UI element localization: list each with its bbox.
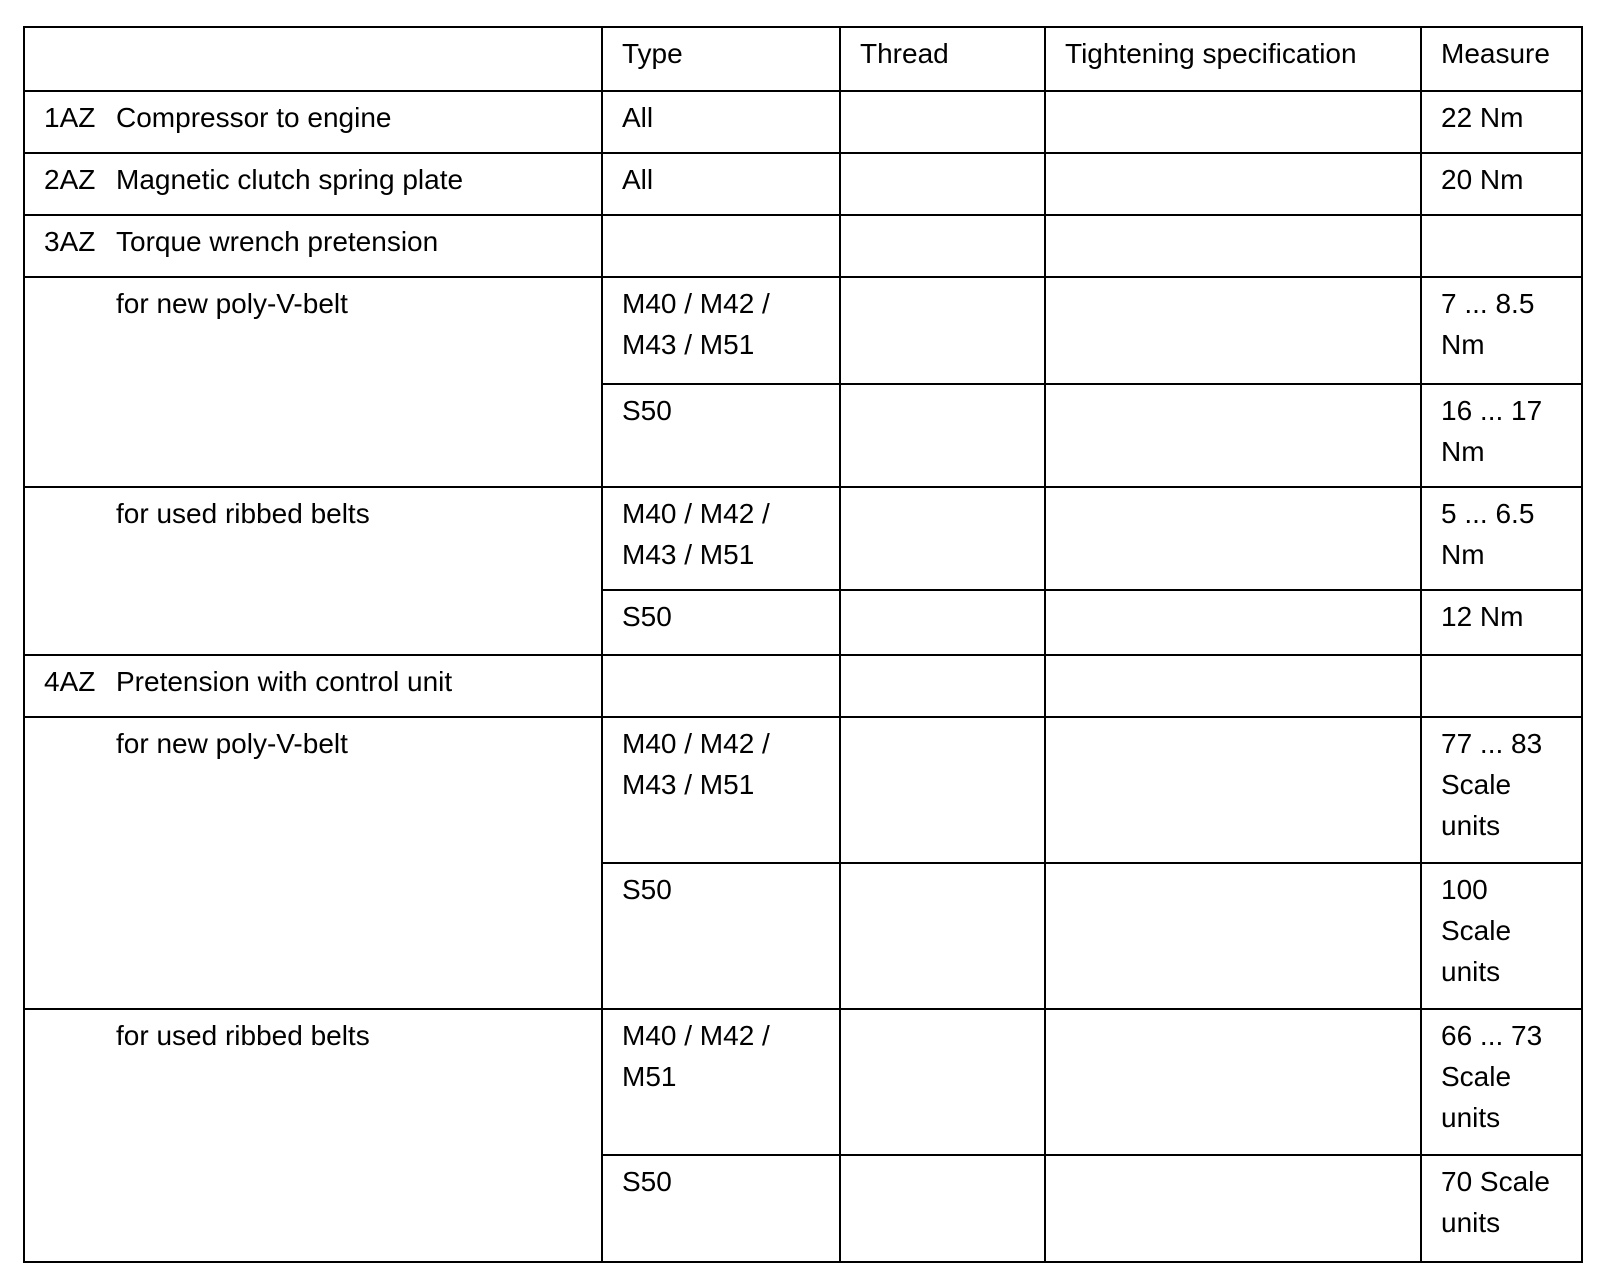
item-code: 2AZ — [44, 164, 96, 195]
item-code: 1AZ — [44, 102, 96, 133]
spec-cell — [1045, 153, 1421, 215]
description-cell — [24, 277, 602, 487]
spec-cell — [1045, 863, 1421, 1009]
type-cell: S50 — [602, 384, 840, 487]
thread-cell — [840, 153, 1045, 215]
type-cell: S50 — [602, 590, 840, 655]
thread-cell — [840, 277, 1045, 384]
type-cell — [602, 655, 840, 717]
measure-cell: 16 ... 17 Nm — [1421, 384, 1582, 487]
item-label: for new poly-V-belt — [116, 728, 348, 759]
type-cell: M40 / M42 / M43 / M51 — [602, 277, 840, 384]
measure-cell: 7 ... 8.5 Nm — [1421, 277, 1582, 384]
description-cell — [24, 1009, 602, 1262]
description-cell — [24, 655, 602, 717]
thread-cell — [840, 655, 1045, 717]
thread-cell — [840, 1155, 1045, 1262]
spec-cell — [1045, 91, 1421, 153]
measure-cell: 12 Nm — [1421, 590, 1582, 655]
header-row — [24, 27, 1582, 91]
header-type: Type — [602, 27, 840, 91]
header-description — [24, 27, 602, 91]
type-cell: M40 / M42 / M43 / M51 — [602, 717, 840, 863]
measure-cell: 77 ... 83 Scale units — [1421, 717, 1582, 863]
table-row — [24, 655, 1582, 717]
tightening-spec-table — [23, 26, 1583, 1263]
type-cell: All — [602, 91, 840, 153]
item-label: Torque wrench pretension — [116, 226, 439, 257]
measure-cell: 22 Nm — [1421, 91, 1582, 153]
table-row — [24, 717, 1582, 863]
header-tightening-spec: Tightening specification — [1045, 27, 1421, 91]
measure-cell: 70 Scale units — [1421, 1155, 1582, 1262]
thread-cell — [840, 590, 1045, 655]
description-cell — [24, 153, 602, 215]
item-label: for new poly-V-belt — [116, 288, 348, 319]
thread-cell — [840, 384, 1045, 487]
measure-cell: 5 ... 6.5 Nm — [1421, 487, 1582, 590]
header-measure: Measure — [1421, 27, 1582, 91]
spec-cell — [1045, 590, 1421, 655]
spec-cell — [1045, 384, 1421, 487]
item-code: 3AZ — [44, 226, 96, 257]
thread-cell — [840, 863, 1045, 1009]
spec-cell — [1045, 655, 1421, 717]
measure-cell: 20 Nm — [1421, 153, 1582, 215]
spec-cell — [1045, 215, 1421, 277]
description-cell — [24, 717, 602, 1009]
spec-cell — [1045, 487, 1421, 590]
item-label: Pretension with control unit — [116, 666, 453, 697]
table-row — [24, 277, 1582, 384]
item-code: 4AZ — [44, 666, 96, 697]
spec-cell — [1045, 717, 1421, 863]
thread-cell — [840, 91, 1045, 153]
item-label: Compressor to engine — [116, 102, 392, 133]
spec-cell — [1045, 1155, 1421, 1262]
table-row — [24, 153, 1582, 215]
measure-cell — [1421, 215, 1582, 277]
thread-cell — [840, 717, 1045, 863]
header-thread: Thread — [840, 27, 1045, 91]
table-row — [24, 1009, 1582, 1155]
item-label: for used ribbed belts — [116, 498, 370, 529]
thread-cell — [840, 487, 1045, 590]
description-cell — [24, 215, 602, 277]
type-cell — [602, 215, 840, 277]
thread-cell — [840, 215, 1045, 277]
type-cell: S50 — [602, 1155, 840, 1262]
type-cell: S50 — [602, 863, 840, 1009]
spec-cell — [1045, 1009, 1421, 1155]
type-cell: All — [602, 153, 840, 215]
spec-cell — [1045, 277, 1421, 384]
type-cell: M40 / M42 / M43 / M51 — [602, 487, 840, 590]
measure-cell: 100 Scale units — [1421, 863, 1582, 1009]
measure-cell: 66 ... 73 Scale units — [1421, 1009, 1582, 1155]
description-cell — [24, 91, 602, 153]
item-label: for used ribbed belts — [116, 1020, 370, 1051]
type-cell: M40 / M42 / M51 — [602, 1009, 840, 1155]
table-row — [24, 487, 1582, 590]
item-label: Magnetic clutch spring plate — [116, 164, 464, 195]
table-row — [24, 91, 1582, 153]
description-cell — [24, 487, 602, 655]
thread-cell — [840, 1009, 1045, 1155]
measure-cell — [1421, 655, 1582, 717]
table-row — [24, 215, 1582, 277]
